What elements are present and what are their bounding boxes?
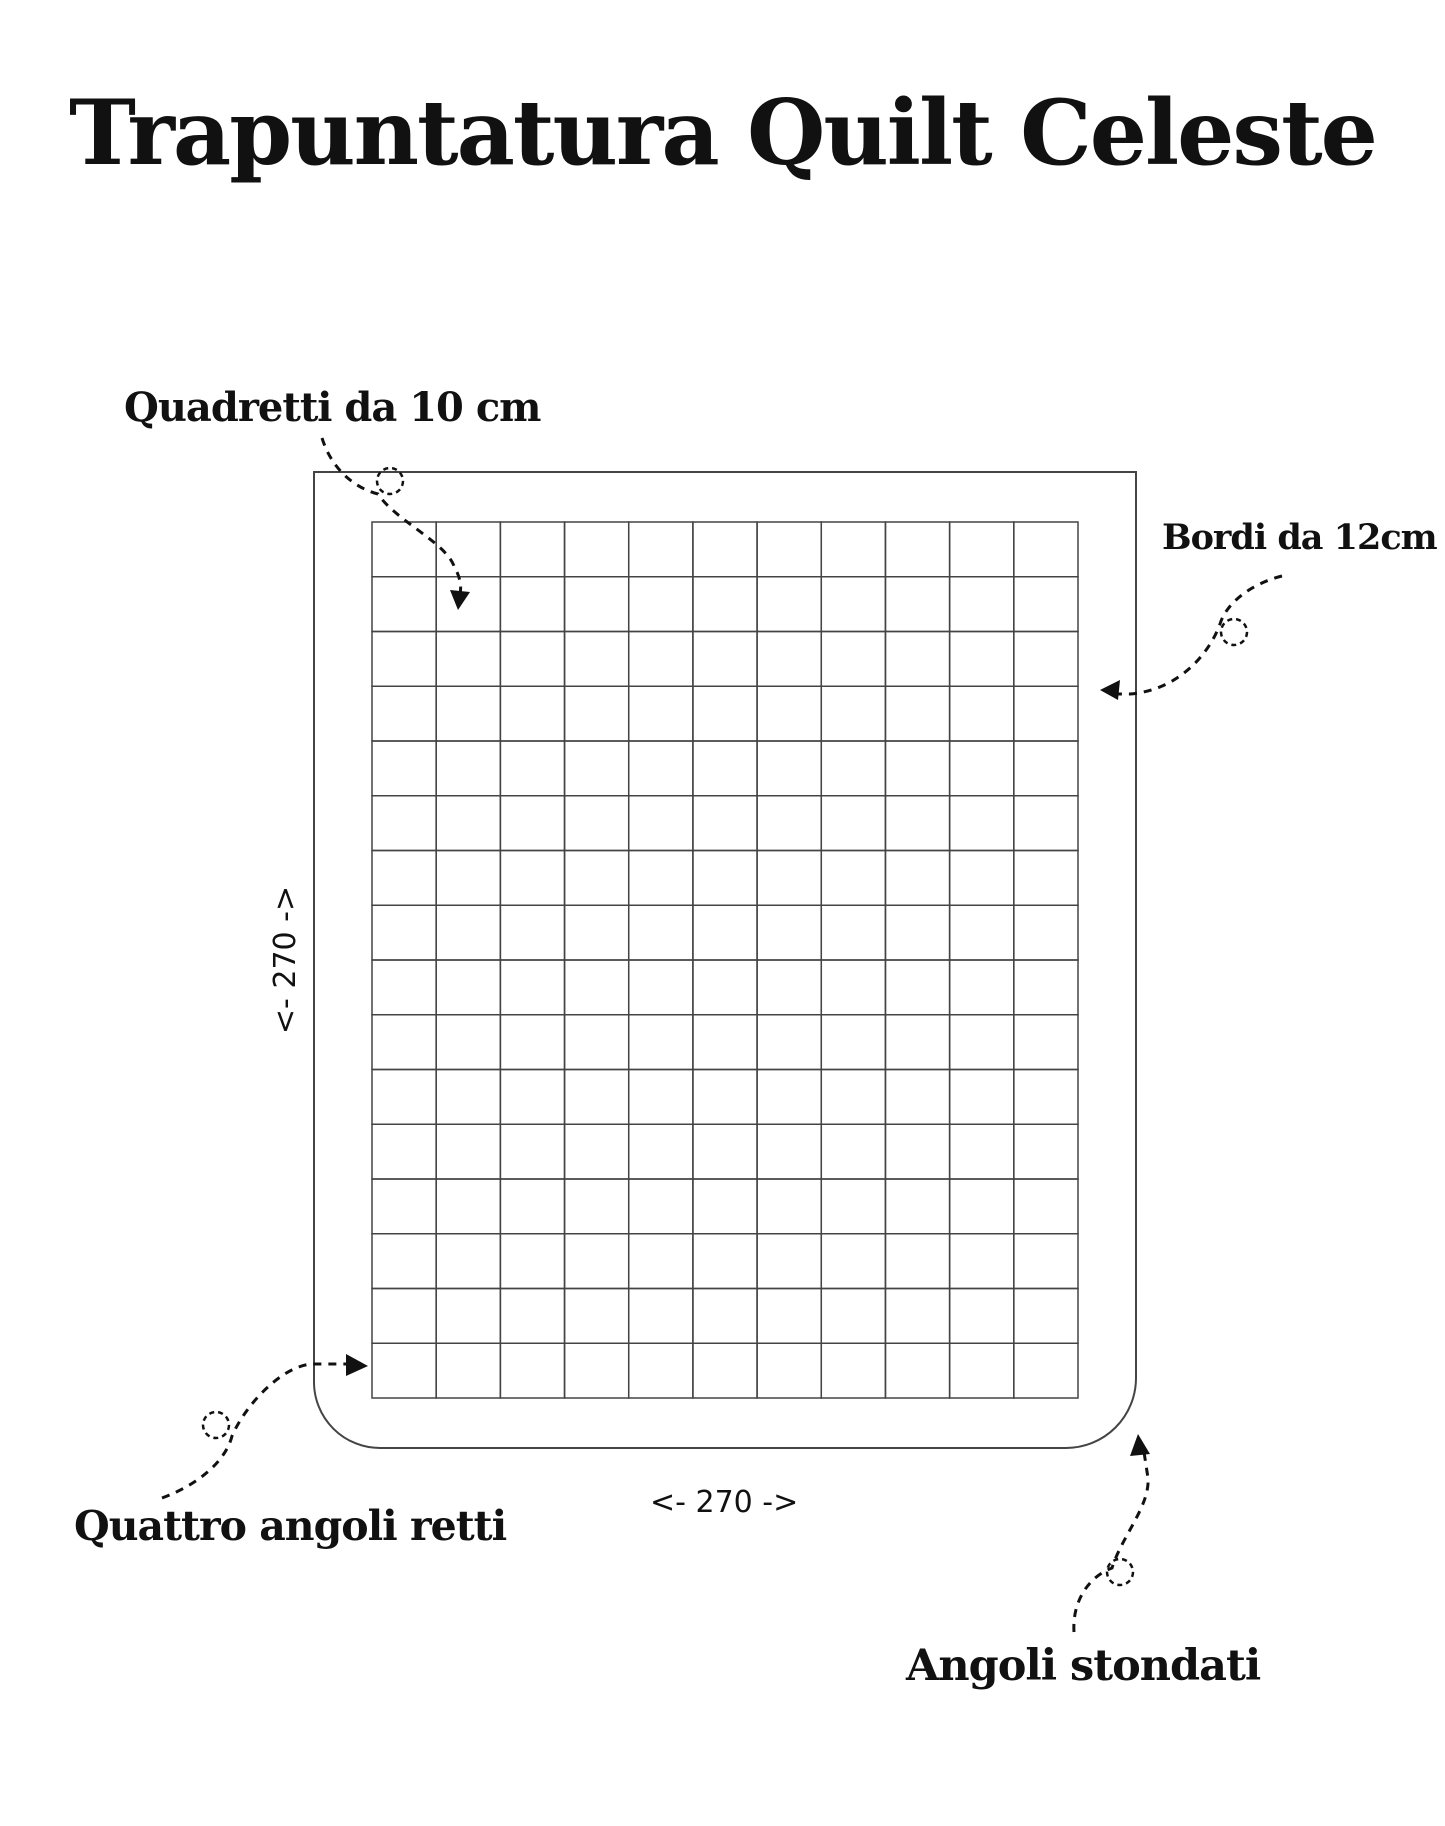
- grid-square: [950, 1289, 1014, 1344]
- grid-square: [1014, 741, 1078, 796]
- grid-square: [821, 905, 885, 960]
- grid-square: [565, 522, 629, 577]
- grid-square: [1014, 851, 1078, 906]
- grid-square: [757, 851, 821, 906]
- grid-square: [693, 522, 757, 577]
- grid-square: [436, 1015, 500, 1070]
- grid-square: [885, 796, 949, 851]
- grid-square: [372, 1015, 436, 1070]
- grid-square: [629, 1234, 693, 1289]
- dimension-width: <- 270 ->: [650, 1485, 799, 1520]
- grid-square: [372, 1343, 436, 1398]
- grid-square: [693, 1124, 757, 1179]
- grid-square: [629, 1124, 693, 1179]
- grid-square: [565, 1289, 629, 1344]
- marker-circle-rounded-corners: [1107, 1559, 1133, 1585]
- grid-square: [436, 1124, 500, 1179]
- label-rounded-corners: Angoli stondati: [906, 1641, 1261, 1691]
- grid-square: [500, 1179, 564, 1234]
- grid-square: [500, 632, 564, 687]
- grid-square: [821, 632, 885, 687]
- grid-square: [1014, 522, 1078, 577]
- grid-square: [950, 796, 1014, 851]
- grid-square: [565, 796, 629, 851]
- grid-square: [885, 851, 949, 906]
- grid-square: [372, 522, 436, 577]
- grid-square: [693, 960, 757, 1015]
- grid-square: [821, 1289, 885, 1344]
- grid-square: [950, 522, 1014, 577]
- grid-square: [885, 1343, 949, 1398]
- grid-square: [436, 577, 500, 632]
- grid-square: [565, 686, 629, 741]
- dimension-height: <- 270 ->: [268, 885, 303, 1035]
- grid-square: [436, 741, 500, 796]
- grid-square: [500, 1234, 564, 1289]
- grid-square: [436, 686, 500, 741]
- grid-square: [629, 686, 693, 741]
- grid-square: [565, 577, 629, 632]
- grid-square: [565, 905, 629, 960]
- grid-square: [885, 905, 949, 960]
- grid-square: [885, 1289, 949, 1344]
- grid-square: [500, 960, 564, 1015]
- grid-square: [565, 741, 629, 796]
- page-title: Trapuntatura Quilt Celeste: [69, 80, 1376, 186]
- grid-square: [757, 522, 821, 577]
- grid-square: [757, 1343, 821, 1398]
- grid-square: [950, 1124, 1014, 1179]
- grid-square: [565, 1179, 629, 1234]
- label-borders: Bordi da 12cm: [1162, 517, 1437, 558]
- grid-square: [565, 1124, 629, 1179]
- grid-square: [693, 796, 757, 851]
- grid-square: [693, 741, 757, 796]
- grid-square: [1014, 1289, 1078, 1344]
- grid-square: [629, 741, 693, 796]
- grid-square: [821, 1179, 885, 1234]
- grid-square: [565, 632, 629, 687]
- arrowhead-borders: [1100, 680, 1120, 700]
- grid-square: [950, 851, 1014, 906]
- grid-square: [436, 1343, 500, 1398]
- grid-square: [565, 1070, 629, 1125]
- grid-square: [885, 960, 949, 1015]
- grid-square: [757, 1289, 821, 1344]
- arrow-squares: [322, 438, 461, 600]
- grid-square: [629, 1289, 693, 1344]
- marker-circle-square-corners: [203, 1412, 229, 1438]
- grid-square: [629, 632, 693, 687]
- grid-square: [629, 796, 693, 851]
- grid-square: [885, 1070, 949, 1125]
- grid-square: [950, 1179, 1014, 1234]
- grid-square: [629, 1343, 693, 1398]
- grid-square: [821, 741, 885, 796]
- grid-square: [757, 905, 821, 960]
- grid-square: [757, 960, 821, 1015]
- grid-square: [629, 577, 693, 632]
- quilt-grid: [372, 522, 1078, 1398]
- grid-square: [629, 905, 693, 960]
- grid-square: [693, 1070, 757, 1125]
- grid-square: [500, 1070, 564, 1125]
- grid-square: [436, 1289, 500, 1344]
- grid-square: [885, 632, 949, 687]
- grid-square: [1014, 686, 1078, 741]
- arrow-square-corners: [162, 1364, 350, 1498]
- grid-square: [885, 1015, 949, 1070]
- grid-square: [1014, 905, 1078, 960]
- grid-square: [1014, 1234, 1078, 1289]
- grid-square: [1014, 1015, 1078, 1070]
- annotation-squares: [322, 438, 470, 610]
- grid-square: [500, 796, 564, 851]
- grid-square: [1014, 1343, 1078, 1398]
- grid-square: [436, 1179, 500, 1234]
- grid-square: [950, 1015, 1014, 1070]
- grid-square: [693, 1179, 757, 1234]
- grid-square: [372, 1070, 436, 1125]
- grid-square: [885, 1179, 949, 1234]
- annotation-rounded-corners: [1074, 1434, 1150, 1632]
- grid-square: [629, 522, 693, 577]
- grid-square: [821, 1234, 885, 1289]
- grid-square: [500, 1289, 564, 1344]
- grid-square: [693, 686, 757, 741]
- grid-square: [436, 960, 500, 1015]
- grid-square: [821, 686, 885, 741]
- grid-square: [757, 796, 821, 851]
- grid-square: [372, 796, 436, 851]
- grid-square: [693, 851, 757, 906]
- grid-square: [757, 686, 821, 741]
- grid-square: [757, 1124, 821, 1179]
- grid-square: [757, 1070, 821, 1125]
- grid-square: [565, 1234, 629, 1289]
- grid-square: [821, 1015, 885, 1070]
- grid-square: [500, 577, 564, 632]
- grid-square: [1014, 577, 1078, 632]
- grid-square: [372, 1124, 436, 1179]
- grid-square: [1014, 1179, 1078, 1234]
- grid-square: [1014, 1124, 1078, 1179]
- grid-square: [950, 577, 1014, 632]
- grid-square: [1014, 960, 1078, 1015]
- grid-square: [565, 1015, 629, 1070]
- grid-square: [885, 577, 949, 632]
- marker-circle-borders: [1221, 619, 1247, 645]
- grid-square: [565, 1343, 629, 1398]
- grid-square: [821, 851, 885, 906]
- grid-square: [629, 960, 693, 1015]
- grid-square: [372, 1234, 436, 1289]
- grid-square: [821, 1124, 885, 1179]
- grid-square: [565, 851, 629, 906]
- grid-square: [950, 960, 1014, 1015]
- grid-square: [629, 851, 693, 906]
- grid-square: [693, 1289, 757, 1344]
- grid-square: [693, 577, 757, 632]
- grid-square: [757, 632, 821, 687]
- grid-square: [693, 1234, 757, 1289]
- grid-square: [950, 905, 1014, 960]
- grid-square: [885, 741, 949, 796]
- grid-square: [372, 851, 436, 906]
- grid-square: [372, 1289, 436, 1344]
- grid-square: [436, 796, 500, 851]
- grid-square: [436, 522, 500, 577]
- grid-square: [500, 1343, 564, 1398]
- grid-square: [821, 577, 885, 632]
- grid-square: [500, 1124, 564, 1179]
- grid-square: [372, 686, 436, 741]
- grid-square: [372, 632, 436, 687]
- grid-square: [436, 851, 500, 906]
- grid-square: [950, 1234, 1014, 1289]
- grid-square: [500, 686, 564, 741]
- arrow-rounded-corners: [1074, 1452, 1148, 1632]
- grid-square: [821, 1343, 885, 1398]
- grid-square: [757, 1234, 821, 1289]
- grid-square: [821, 960, 885, 1015]
- grid-square: [693, 632, 757, 687]
- grid-square: [821, 522, 885, 577]
- grid-square: [629, 1015, 693, 1070]
- grid-square: [500, 851, 564, 906]
- arrow-borders: [1116, 576, 1282, 694]
- grid-square: [757, 1015, 821, 1070]
- annotation-borders: [1100, 576, 1282, 700]
- grid-square: [436, 632, 500, 687]
- grid-square: [821, 1070, 885, 1125]
- grid-square: [885, 1234, 949, 1289]
- grid-square: [629, 1070, 693, 1125]
- grid-square: [757, 1179, 821, 1234]
- grid-square: [436, 1234, 500, 1289]
- grid-square: [500, 1015, 564, 1070]
- grid-square: [436, 1070, 500, 1125]
- grid-square: [1014, 632, 1078, 687]
- grid-square: [372, 1179, 436, 1234]
- grid-square: [693, 1343, 757, 1398]
- grid-square: [885, 1124, 949, 1179]
- grid-square: [565, 960, 629, 1015]
- grid-square: [372, 577, 436, 632]
- arrowhead-square-corners: [346, 1354, 368, 1376]
- grid-square: [950, 1070, 1014, 1125]
- grid-square: [372, 905, 436, 960]
- annotation-square-corners: [162, 1354, 368, 1498]
- label-square-corners: Quattro angoli retti: [74, 1502, 507, 1550]
- grid-square: [885, 686, 949, 741]
- grid-square: [693, 1015, 757, 1070]
- grid-square: [950, 632, 1014, 687]
- grid-square: [629, 1179, 693, 1234]
- grid-square: [500, 741, 564, 796]
- grid-square: [693, 905, 757, 960]
- grid-square: [950, 686, 1014, 741]
- grid-square: [500, 905, 564, 960]
- grid-square: [757, 741, 821, 796]
- grid-square: [950, 741, 1014, 796]
- grid-square: [757, 577, 821, 632]
- grid-square: [1014, 1070, 1078, 1125]
- label-squares: Quadretti da 10 cm: [124, 384, 541, 431]
- grid-square: [436, 905, 500, 960]
- grid-square: [885, 522, 949, 577]
- grid-square: [821, 796, 885, 851]
- grid-square: [950, 1343, 1014, 1398]
- grid-square: [372, 960, 436, 1015]
- grid-square: [1014, 796, 1078, 851]
- grid-square: [372, 741, 436, 796]
- arrowhead-squares: [450, 590, 470, 610]
- grid-square: [500, 522, 564, 577]
- arrowhead-rounded-corners: [1130, 1434, 1150, 1456]
